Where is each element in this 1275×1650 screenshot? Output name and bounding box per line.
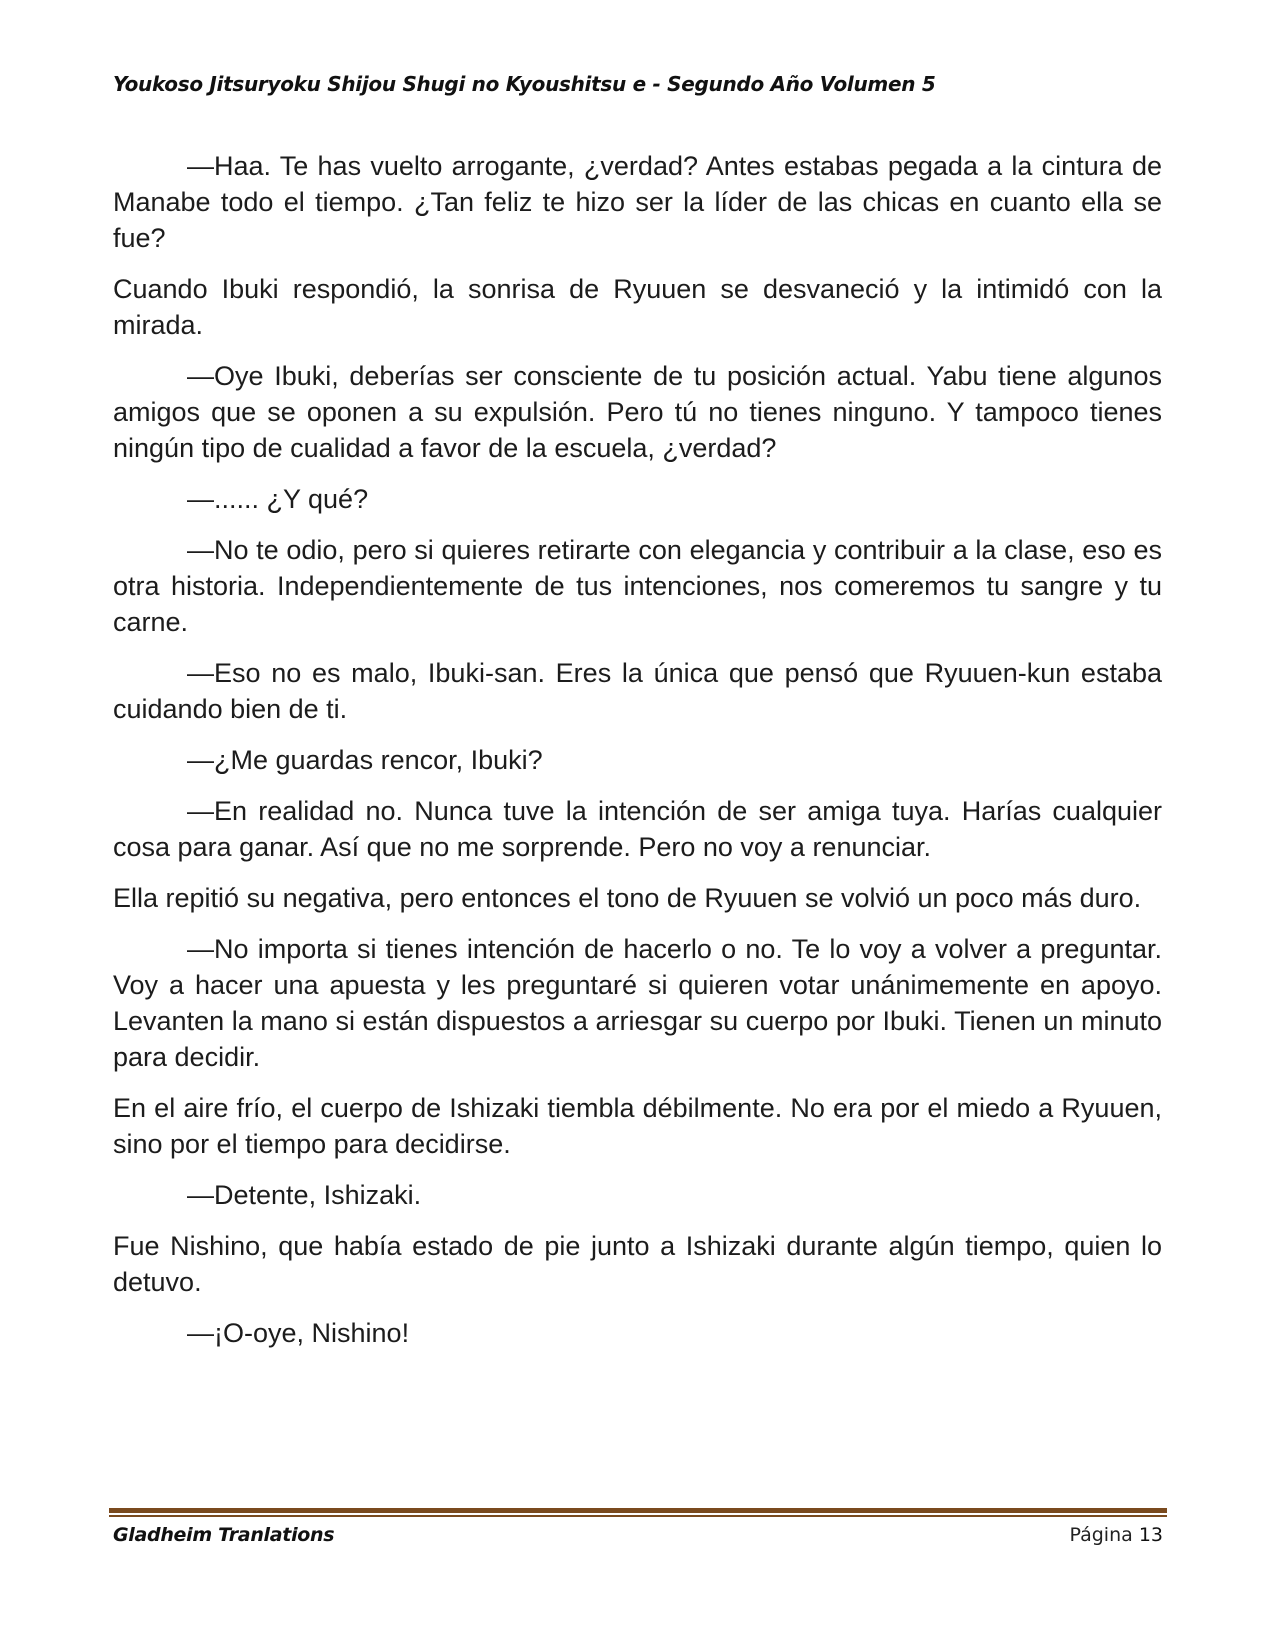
paragraph-narration: En el aire frío, el cuerpo de Ishizaki tiembla débilmente. No era por el miedo a Ryuuen, sino por el tiempo para decidirse. (113, 1093, 1162, 1159)
paragraph-dialogue: —...... ¿Y qué? (187, 484, 369, 514)
paragraph-dialogue: —Detente, Ishizaki. (187, 1180, 422, 1210)
paragraph-dialogue: —Haa. Te has vuelto arrogante, ¿verdad? Antes estabas pegada a la cintura de Manabe todo el tiempo. ¿Tan feliz te hizo ser la líder de las chicas en cuanto ella se fue? (113, 151, 1162, 253)
page-number: 13 (1138, 1524, 1163, 1546)
footer-divider-thin (109, 1515, 1167, 1517)
paragraph-dialogue: —No importa si tienes intención de hacerlo o no. Te lo voy a volver a preguntar. Voy a hacer una apuesta y les preguntaré si quieren votar unánimemente en apoyo. Levanten la mano si están dispuestos a arriesgar su cuerpo por Ibuki. Tienen un minuto para decidir. (113, 934, 1162, 1072)
footer-divider (109, 1508, 1167, 1513)
paragraph-narration: Ella repitió su negativa, pero entonces el tono de Ryuuen se volvió un poco más duro. (113, 883, 1142, 913)
footer-publisher: Gladheim Tranlations (113, 1524, 335, 1546)
paragraph-dialogue: —¡O-oye, Nishino! (187, 1318, 410, 1348)
paragraph-dialogue: —En realidad no. Nunca tuve la intención de ser amiga tuya. Harías cualquier cosa para ganar. Así que no me sorprende. Pero no voy a renunciar. (113, 796, 1162, 862)
footer-page-indicator (1069, 1524, 1163, 1546)
paragraph-dialogue: —Eso no es malo, Ibuki-san. Eres la única que pensó que Ryuuen-kun estaba cuidando bien de ti. (113, 658, 1162, 724)
paragraph-narration: Cuando Ibuki respondió, la sonrisa de Ryuuen se desvaneció y la intimidó con la mirada. (113, 274, 1162, 340)
paragraph-dialogue: —No te odio, pero si quieres retirarte con elegancia y contribuir a la clase, eso es otra historia. Independientemente de tus intenciones, nos comeremos tu sangre y tu carne. (113, 535, 1162, 637)
paragraph-narration: Fue Nishino, que había estado de pie junto a Ishizaki durante algún tiempo, quien lo detuvo. (113, 1231, 1162, 1297)
page-body (113, 148, 1162, 1366)
paragraph-dialogue: —¿Me guardas rencor, Ibuki? (187, 745, 543, 775)
page-label: Página (1069, 1524, 1133, 1546)
paragraph-dialogue: —Oye Ibuki, deberías ser consciente de tu posición actual. Yabu tiene algunos amigos que se oponen a su expulsión. Pero tú no tienes ninguno. Y tampoco tienes ningún tipo de cualidad a favor de la escuela, ¿verdad? (113, 361, 1162, 463)
running-header: Youkoso Jitsuryoku Shijou Shugi no Kyoushitsu e - Segundo Año Volumen 5 (113, 72, 936, 96)
